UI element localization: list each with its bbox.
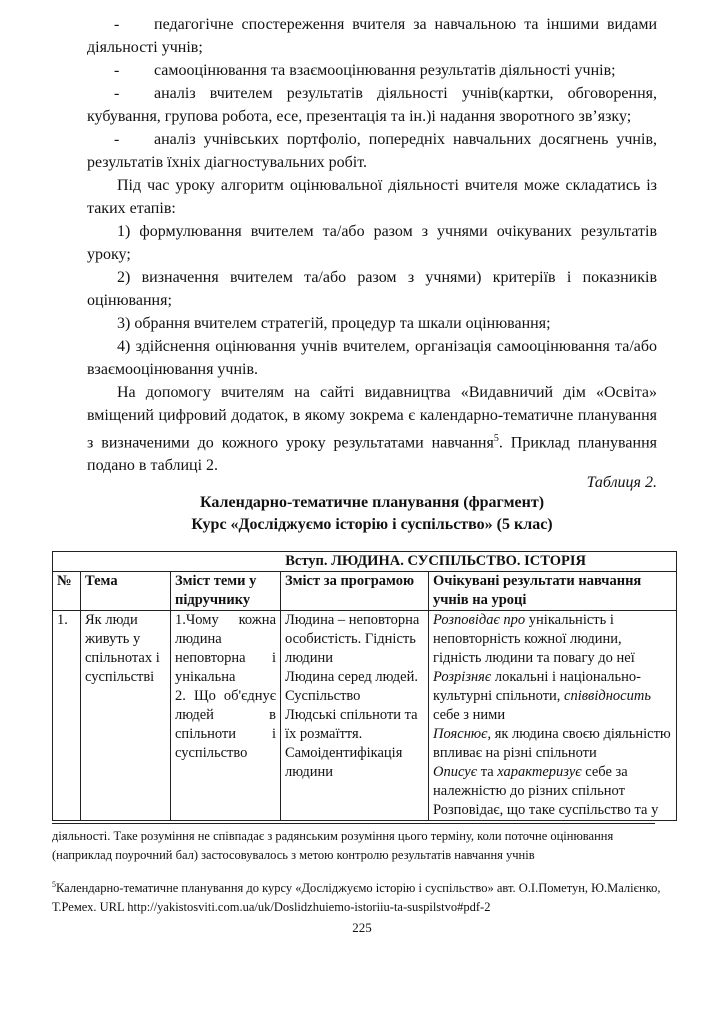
table-subtitle: Курс «Досліджуємо історію і суспільство» (5 клас) <box>191 516 553 533</box>
header-row <box>53 572 677 611</box>
footnote-continued: діяльності. Таке розуміння не співпадає з радянським розуміння цього терміну, коли поточне оцінювання (наприклад поурочний бал) застосовувалось з метою контролю результатів навчання учнів <box>52 829 614 862</box>
bullet-item: - педагогічне спостереження вчителя за навчальною та іншими видами діяльності учнів; <box>87 16 657 56</box>
table-row <box>53 611 677 821</box>
page-number: 225 <box>352 920 372 935</box>
footnote-5: $^5$Календарно-тематичне планування до курсу «Досліджуємо історію і суспільство» авт. О.І.Пометун, Ю.Малієнко, Т.Ремех. URL http://yakistosviti.com.ua/uk/Doslidzhuiemo-istoriiu-ta-suspilstvo#pdf-2 <box>52 880 661 915</box>
step-item: 3) обрання вчителем стратегій, процедур та шкали оцінювання; <box>117 315 551 332</box>
results-cell: Розповідає про унікальність і неповторність кожної людини, гідність людини та повагу до неї Розрізняє локальні і національно-культурні спільноти, співвідносить себе з ними Пояснює, як людина своєю діяльністю впливає на різні спільноти Описує та характеризує себе за належністю до різних спільнот Розповідає, що таке суспільство та у <box>429 611 677 821</box>
table-title: Календарно-тематичне планування (фрагмент) <box>199 494 545 511</box>
planning-table <box>52 551 677 821</box>
intro-paragraph: Під час уроку алгоритм оцінювальної діяльності вчителя може складатись із таких етапів: <box>87 177 657 217</box>
step-item: 4) здійснення оцінювання учнів вчителем, організація самооцінювання та/або взаємооцінювання учнів. <box>87 338 657 378</box>
footnote-ref[interactable]: 5 <box>493 433 499 444</box>
section-title: Вступ. ЛЮДИНА. СУСПІЛЬСТВО. ІСТОРІЯ <box>53 552 677 572</box>
bullet-item: - аналіз вчителем результатів діяльності учнів(картки, обговорення, кубування, групова робота, есе, презентація та ін.)і надання зворотного зв’язку; <box>87 85 657 125</box>
section-row <box>53 552 677 572</box>
topic-cell: Як люди живуть у спільнотах і суспільстві <box>81 611 171 821</box>
header-cell: Тема <box>81 572 171 611</box>
bullet-item: - самооцінювання та взаємооцінювання результатів діяльності учнів; <box>114 62 616 79</box>
row-number: 1. <box>53 611 81 821</box>
header-cell: Зміст теми у підручнику <box>171 572 281 611</box>
step-item: 1) формулювання вчителем та/або разом з учнями очікуваних результатів уроку; <box>87 223 657 263</box>
body-text <box>87 13 657 477</box>
header-cell: Очікувані результати навчання учнів на уроці <box>429 572 677 611</box>
program-cell: Людина – неповторна особистість. Гідність людини Людина серед людей. Суспільство Людські спільноти та їх розмаїття. Самоідентифікація людини <box>281 611 429 821</box>
header-cell: № <box>53 572 81 611</box>
table-number: Таблиця 2. <box>586 474 657 491</box>
textbook-cell: 1.Чому кожна людина неповторна і унікальна 2. Що об'єднує людей в спільноти і суспільство <box>171 611 281 821</box>
footnote-separator <box>52 823 655 824</box>
bullet-item: - аналіз учнівських портфоліо, попередніх навчальних досягнень учнів, результатів їхніх діагностувальних робіт. <box>87 131 657 171</box>
closing-paragraph: На допомогу вчителям на сайті видавництва «Видавничий дім «Освіта» вміщений цифровий додаток, в якому зокрема є календарно-тематичне планування з визначеними до кожного уроку результатами навчання$^5$. Приклад планування подано в таблиці 2. <box>87 384 657 475</box>
step-item: 2) визначення вчителем та/або разом з учнями) критеріїв і показників оцінювання; <box>87 269 657 309</box>
header-cell: Зміст за програмою <box>281 572 429 611</box>
